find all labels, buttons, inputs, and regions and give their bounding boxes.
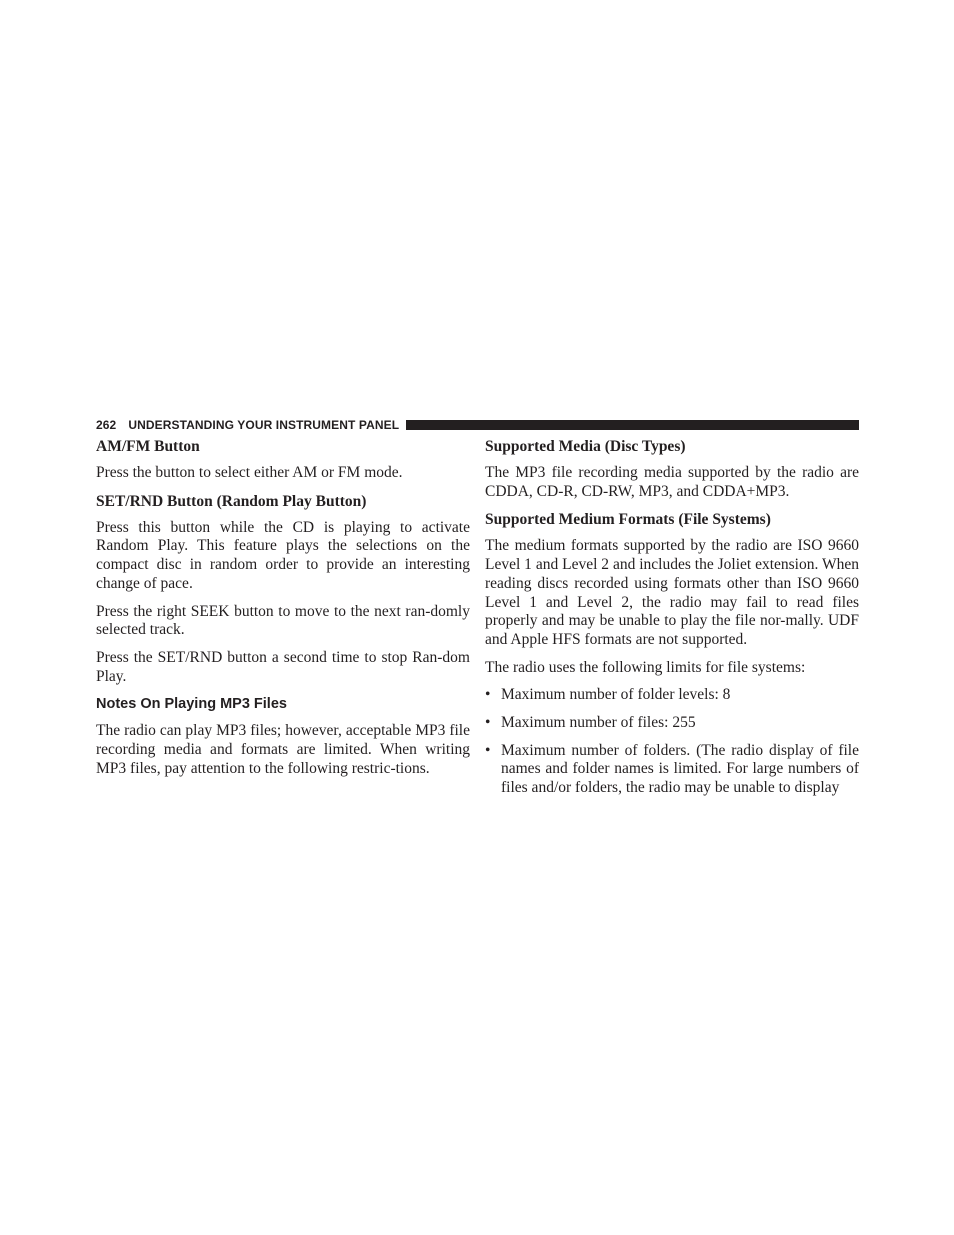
- list-item: [485, 686, 859, 705]
- right-column: [485, 437, 859, 807]
- bullet-icon: •: [485, 714, 491, 732]
- section-title: UNDERSTANDING YOUR INSTRUMENT PANEL: [128, 418, 400, 432]
- limits-intro: The radio uses the following limits for file systems:: [485, 658, 806, 676]
- formats-heading: Supported Medium Formats (File Systems): [485, 511, 771, 529]
- left-column: [96, 437, 470, 787]
- setrnd-paragraph-1: Press this button while the CD is playing to activate Random Play. This feature plays the selections on the compact disc in random order to provide an interesting change of pace.: [96, 518, 470, 592]
- bullet-icon: •: [485, 741, 491, 759]
- page-number: 262: [96, 418, 117, 432]
- setrnd-paragraph-2: Press the right SEEK button to move to the next ran-domly selected track.: [96, 602, 470, 639]
- list-item-text: Maximum number of folders. (The radio display of file names and folder names is limited. For large numbers of files and/or folders, the radio may be unable to display: [501, 741, 859, 797]
- list-item-text: Maximum number of folder levels: 8: [501, 686, 731, 704]
- mp3-heading: Notes On Playing MP3 Files: [96, 696, 287, 713]
- amfm-heading: AM/FM Button: [96, 438, 200, 455]
- mp3-text: The radio can play MP3 files; however, acceptable MP3 file recording media and formats are limited. When writing MP3 files, pay attention to the following restric-tions.: [96, 722, 470, 777]
- bullet-icon: •: [485, 686, 491, 704]
- list-item: [485, 742, 859, 798]
- list-item: [485, 714, 859, 733]
- amfm-text: Press the button to select either AM or FM mode.: [96, 464, 403, 481]
- media-heading: Supported Media (Disc Types): [485, 438, 686, 455]
- page-header: [96, 416, 859, 434]
- setrnd-paragraph-3: Press the SET/RND button a second time to stop Ran-dom Play.: [96, 648, 470, 685]
- list-item-text: Maximum number of files: 255: [501, 714, 696, 732]
- formats-text: The medium formats supported by the radio are ISO 9660 Level 1 and Level 2 and includes the Joliet extension. When reading discs recorded using formats other than ISO 9660 Level 1 and Level 2, the radio may fail to read files properly and may be unable to play the file nor-mally. UDF and Apple HFS formats are not supported.: [485, 537, 859, 648]
- media-text: The MP3 file recording media supported by the radio are CDDA, CD-R, CD-RW, MP3, and CDDA+MP3.: [485, 464, 859, 500]
- setrnd-heading: SET/RND Button (Random Play Button): [96, 492, 367, 510]
- header-rule: [406, 420, 859, 430]
- limits-list: [485, 686, 859, 798]
